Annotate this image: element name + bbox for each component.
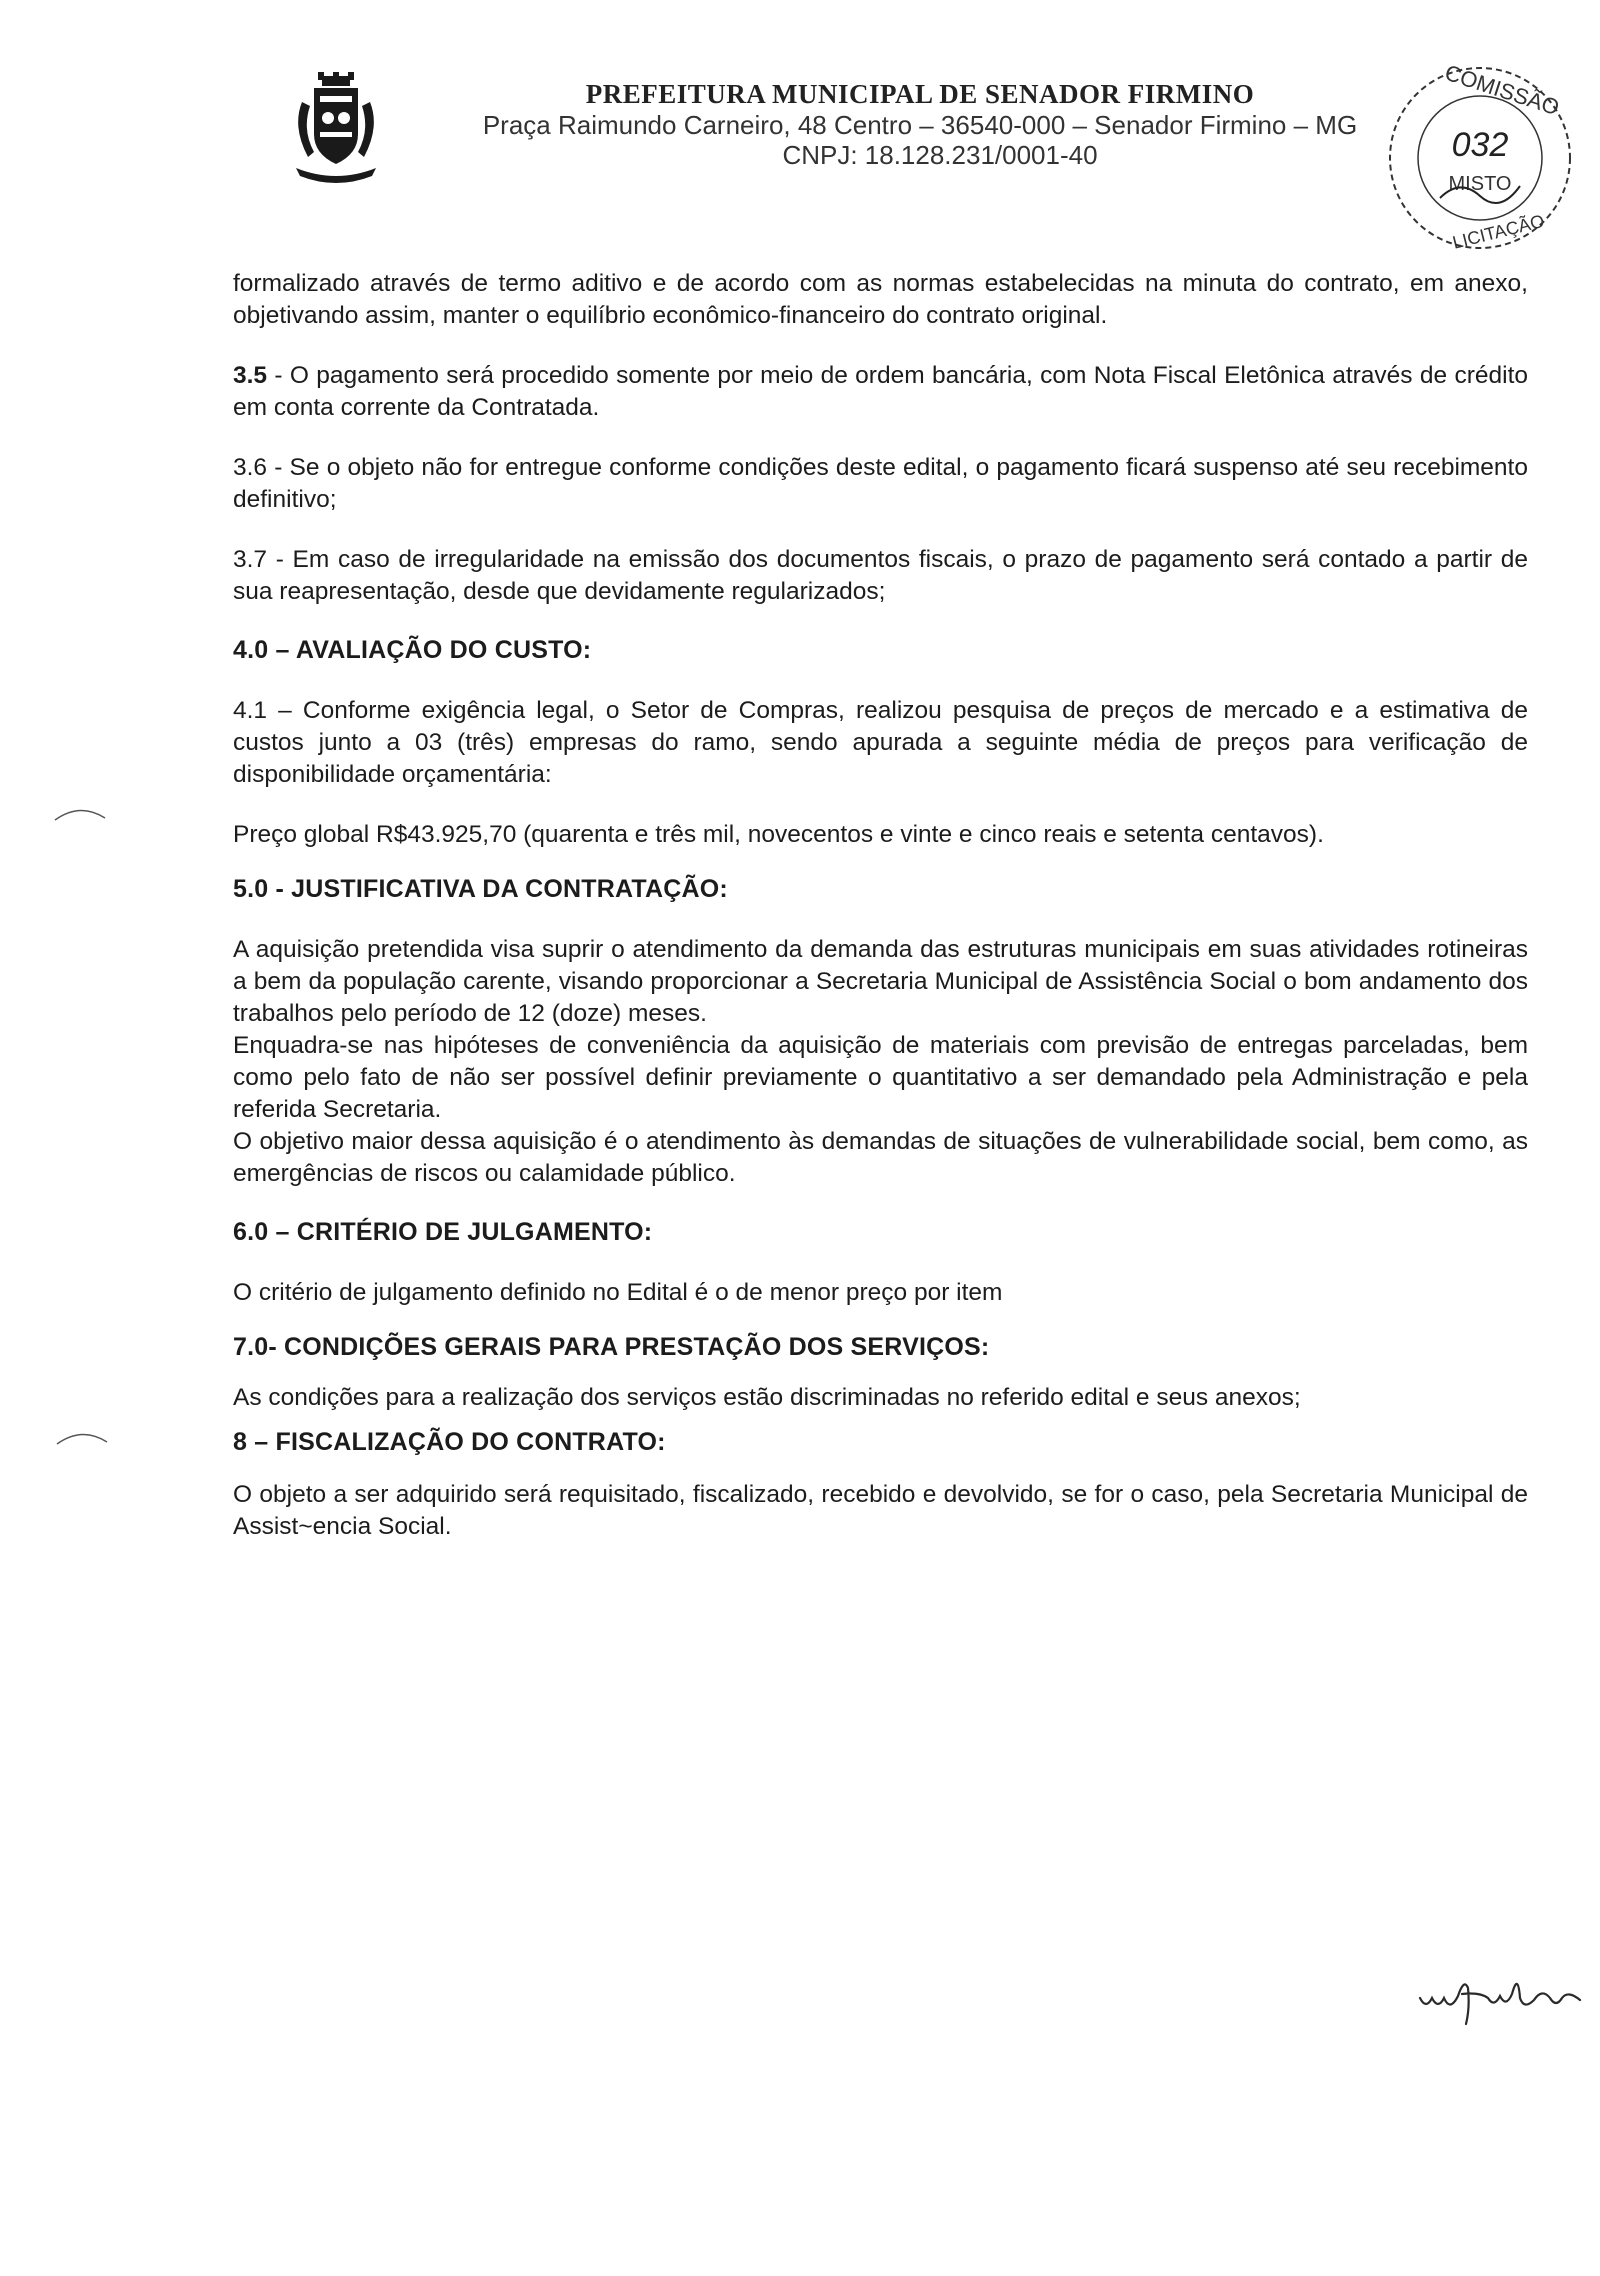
paragraph-6: O critério de julgamento definido no Edital é o de menor preço por item bbox=[233, 1279, 1003, 1306]
margin-mark bbox=[50, 800, 110, 830]
svg-text:COMISSÃO: COMISSÃO bbox=[1441, 59, 1563, 121]
header-address: Praça Raimundo Carneiro, 48 Centro – 36540-000 – Senador Firmino – MG bbox=[482, 110, 1358, 140]
clause-text: - O pagamento será procedido somente por meio de ordem bancária, com Nota Fiscal Eletônica através de crédito em conta corrente da Contratada. bbox=[233, 362, 1528, 421]
paragraph-3-6: 3.6 - Se o objeto não for entregue conforme condições deste edital, o pagamento ficará suspenso até seu recebimento definitivo; bbox=[233, 454, 1528, 513]
clause-number: 3.5 bbox=[233, 362, 268, 389]
municipal-crest-logo bbox=[288, 72, 384, 190]
paragraph-4-1: 4.1 – Conforme exigência legal, o Setor de Compras, realizou pesquisa de preços de mercado e a estimativa de custos junto a 03 (três) empresas do ramo, sendo apurada a seguinte média de preços para verificação de disponibilidade orçamentária: bbox=[233, 697, 1528, 788]
svg-text:032: 032 bbox=[1451, 126, 1509, 164]
heading-section-7: 7.0- CONDIÇÕES GERAIS PARA PRESTAÇÃO DOS SERVIÇOS: bbox=[233, 1333, 990, 1361]
paragraph-5-b: Enquadra-se nas hipóteses de conveniência da aquisição de materiais com previsão de entregas parceladas, bem como pelo fato de não ser possível definir previamente o quantitativo a ser demandado pela Administração e pela referida Secretaria. bbox=[233, 1032, 1528, 1123]
margin-mark bbox=[52, 1424, 112, 1454]
heading-section-6: 6.0 – CRITÉRIO DE JULGAMENTO: bbox=[233, 1218, 653, 1246]
svg-text:LICITAÇÃO: LICITAÇÃO bbox=[1450, 210, 1547, 253]
header-title: PREFEITURA MUNICIPAL DE SENADOR FIRMINO bbox=[585, 79, 1255, 109]
paragraph-3-5 bbox=[233, 360, 1528, 424]
paragraph-continuation: formalizado através de termo aditivo e de acordo com as normas estabelecidas na minuta do contrato, em anexo, objetivando assim, manter o equilíbrio econômico-financeiro do contrato original. bbox=[233, 270, 1528, 329]
heading-section-4: 4.0 – AVALIAÇÃO DO CUSTO: bbox=[233, 636, 592, 664]
paragraph-8: O objeto a ser adquirido será requisitado, fiscalizado, recebido e devolvido, se for o caso, pela Secretaria Municipal de Assist~encia Social. bbox=[233, 1481, 1528, 1540]
paragraph-7: As condições para a realização dos serviços estão discriminadas no referido edital e seus anexos; bbox=[233, 1384, 1301, 1411]
paragraph-5-a: A aquisição pretendida visa suprir o atendimento da demanda das estruturas municipais em suas atividades rotineiras a bem da população carente, visando proporcionar a Secretaria Municipal de Assistência Social o bom andamento dos trabalhos pelo período de 12 (doze) meses. bbox=[233, 936, 1528, 1027]
paragraph-global-price: Preço global R$43.925,70 (quarenta e três mil, novecentos e vinte e cinco reais e setenta centavos). bbox=[233, 821, 1324, 848]
svg-text:MISTO: MISTO bbox=[1448, 173, 1512, 195]
document-body bbox=[233, 268, 1528, 1571]
paragraph-3-7: 3.7 - Em caso de irregularidade na emissão dos documentos fiscais, o prazo de pagamento será contado a partir de sua reapresentação, desde que devidamente regularizados; bbox=[233, 546, 1528, 605]
header-cnpj: CNPJ: 18.128.231/0001-40 bbox=[782, 140, 1098, 170]
paragraph-5-c: O objetivo maior dessa aquisição é o atendimento às demandas de situações de vulnerabilidade social, bem como, as emergências de riscos ou calamidade público. bbox=[233, 1128, 1528, 1187]
heading-section-5: 5.0 - JUSTIFICATIVA DA CONTRATAÇÃO: bbox=[233, 875, 728, 903]
commission-stamp bbox=[1380, 58, 1580, 258]
handwritten-initials bbox=[1410, 1958, 1590, 2028]
heading-section-8: 8 – FISCALIZAÇÃO DO CONTRATO: bbox=[233, 1428, 666, 1456]
